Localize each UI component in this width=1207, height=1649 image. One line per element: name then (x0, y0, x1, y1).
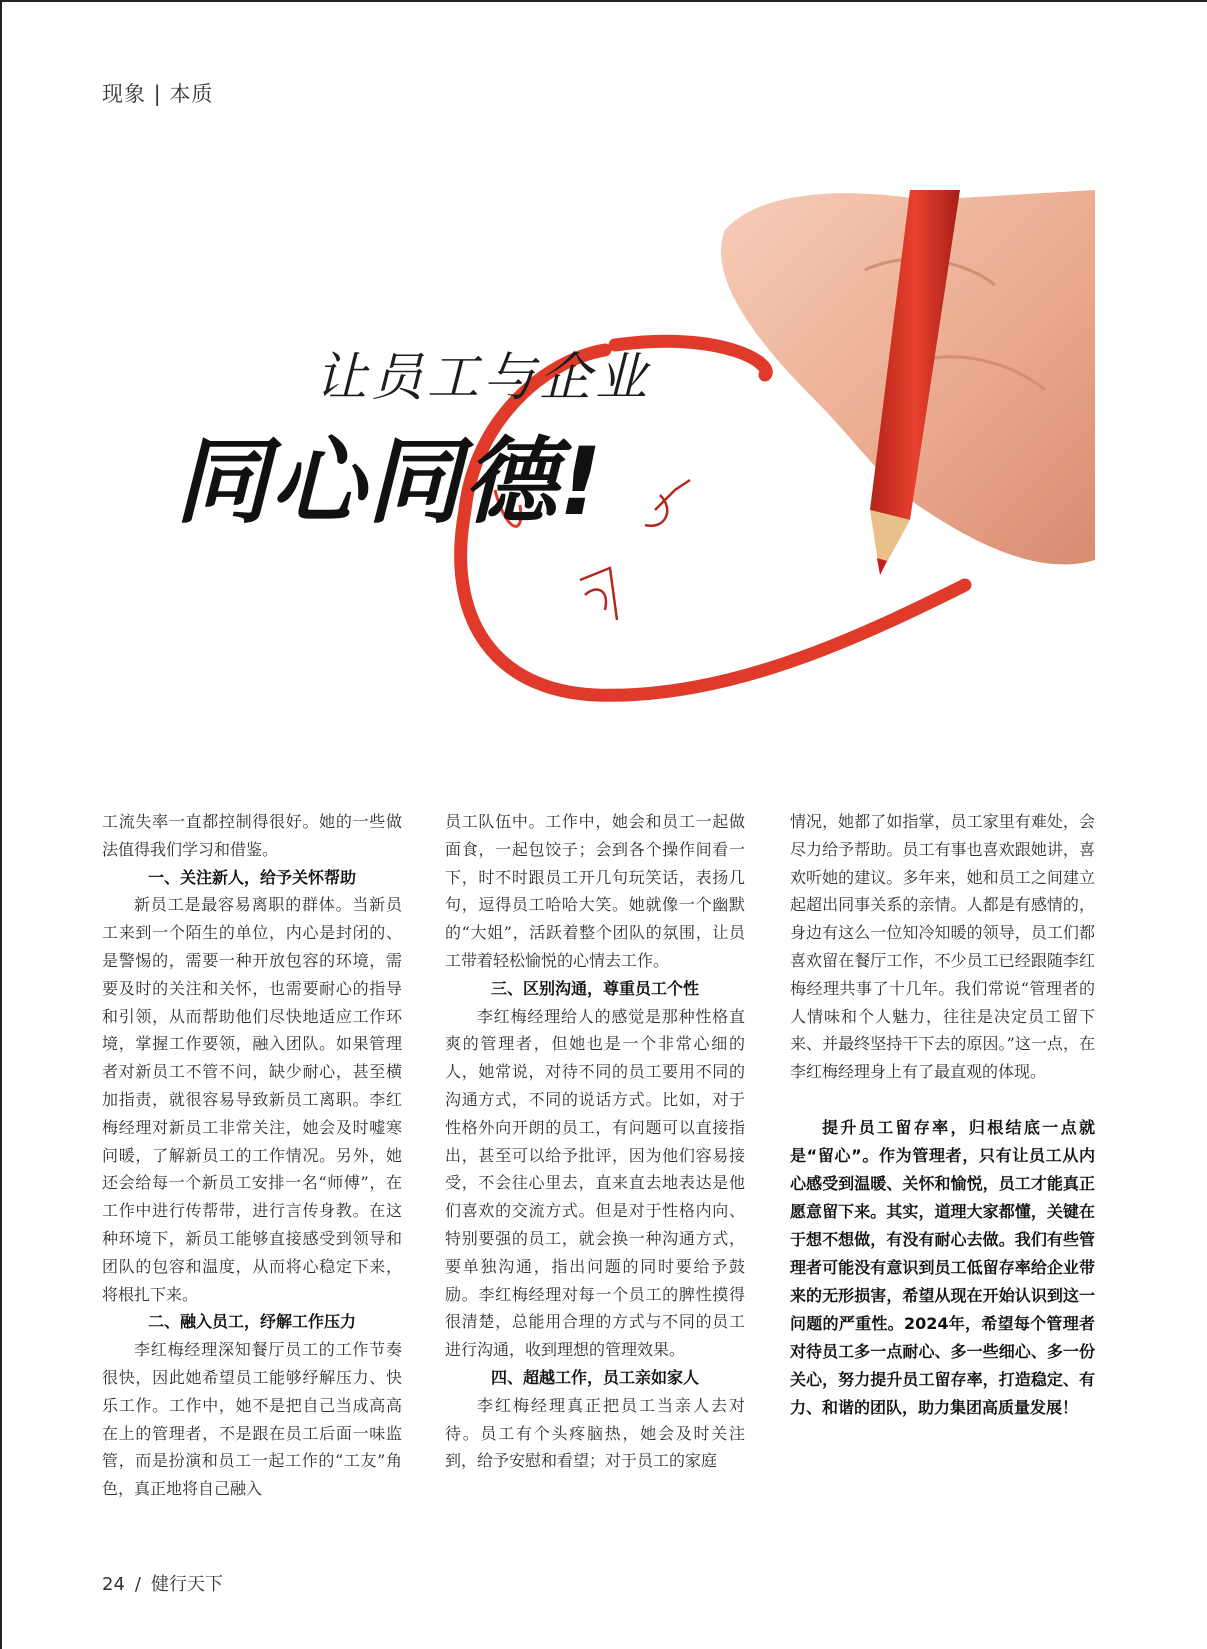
paragraph: 工流失率一直都控制得很好。她的一些做法值得我们学习和借鉴。 (102, 812, 402, 859)
column-2 (445, 808, 745, 1475)
column-3 (790, 808, 1095, 1422)
page-number: 24 (102, 1574, 125, 1595)
page-footer (102, 1570, 223, 1596)
section-heading-2: 二、融入员工，纾解工作压力 (147, 1312, 356, 1332)
paragraph: 情况，她都了如指掌，员工家里有难处，会尽力给予帮助。员工有事也喜欢跟她讲，喜欢听她的建议。多年来，她和员工之间建立起超出同事关系的亲情。人都是有感情的，身边有这么一位知冷知暖的领导，员工们都喜欢留在餐厅工作，不少员工已经跟随李红梅经理共事了十几年。我们常说“管理者的人情味和个人魅力，往往是决定员工留下来、并最终坚持干下去的原因。”这一点，在李红梅经理身上有了最直观的体现。 (790, 812, 1095, 1082)
footer-divider: / (134, 1574, 141, 1595)
paragraph: 新员工是最容易离职的群体。当新员工来到一个陌生的单位，内心是封闭的、是警惕的，需要一种开放包容的环境，需要及时的关注和关怀，也需要耐心的指导和引领，从而帮助他们尽快地适应工作环境，掌握工作要领，融入团队。如果管理者对新员工不管不问，缺少耐心，甚至横加指责，就很容易导致新员工离职。李红梅经理对新员工非常关注，她会及时嘘寒问暖，了解新员工的工作情况。另外，她还会给每一个新员工安排一名“师傅”，在工作中进行传帮带，进行言传身教。在这种环境下，新员工能够直接感受到领导和团队的包容和温度，从而将心稳定下来，将根扎下来。 (102, 895, 402, 1304)
paragraph: 李红梅经理给人的感觉是那种性格直爽的管理者，但她也是一个非常心细的人，她常说，对待不同的员工要用不同的沟通方式，不同的说话方式。比如，对于性格外向开朗的员工，有问题可以直接指出，甚至可以给予批评，因为他们容易接受，不会往心里去，直来直去地表达是他们喜欢的交流方式。但是对于性格内向、特别要强的员工，就会换一种沟通方式，要单独沟通，指出问题的同时要给予鼓励。李红梅经理对每一个员工的脾性摸得很清楚，总能用合理的方式与不同的员工进行沟通，收到理想的管理效果。 (445, 1006, 745, 1360)
top-border (0, 0, 1207, 2)
magazine-name: 健行天下 (150, 1574, 223, 1595)
headline (175, 335, 651, 541)
section-heading-1: 一、关注新人，给予关怀帮助 (147, 867, 356, 887)
section-heading-3: 三、区别沟通，尊重员工个性 (490, 978, 699, 998)
headline-line1: 让员工与企业 (315, 348, 652, 408)
paragraph: 李红梅经理真正把员工当亲人去对待。员工有个头疼脑热，她会及时关注到，给予安慰和看望；对于员工的家庭 (445, 1395, 745, 1471)
section-heading-4: 四、超越工作，员工亲如家人 (490, 1367, 699, 1387)
headline-line2: 同心同德! (175, 428, 604, 537)
left-border (0, 0, 2, 1649)
conclusion-paragraph: 提升员工留存率，归根结底一点就是“留心”。作为管理者，只有让员工从内心感受到温暖、关怀和愉悦，员工才能真正愿意留下来。其实，道理大家都懂，关键在于想不想做，有没有耐心去做。我们有些管理者可能没有意识到员工低留存率给企业带来的无形损害，希望从现在开始认识到这一问题的严重性。2024年，希望每个管理者对待员工多一点耐心、多一些细心、多一份关心，努力提升员工留存率，打造稳定、有力、和谐的团队，助力集团高质量发展！ (790, 1117, 1095, 1417)
column-1 (102, 808, 402, 1503)
section-tag: 现象 | 本质 (102, 82, 214, 106)
paragraph: 员工队伍中。工作中，她会和员工一起做面食，一起包饺子；会到各个操作间看一下，时不时跟员工开几句玩笑话，表扬几句，逗得员工哈哈大笑。她就像一个幽默的“大姐”，活跃着整个团队的氛围，让员工带着轻松愉悦的心情去工作。 (445, 812, 745, 970)
paragraph: 李红梅经理深知餐厅员工的工作节奏很快，因此她希望员工能够纾解压力、快乐工作。工作中，她不是把自己当成高高在上的管理者，不是跟在员工后面一味监管，而是扮演和员工一起工作的“工友”角色，真正地将自己融入 (102, 1340, 402, 1499)
